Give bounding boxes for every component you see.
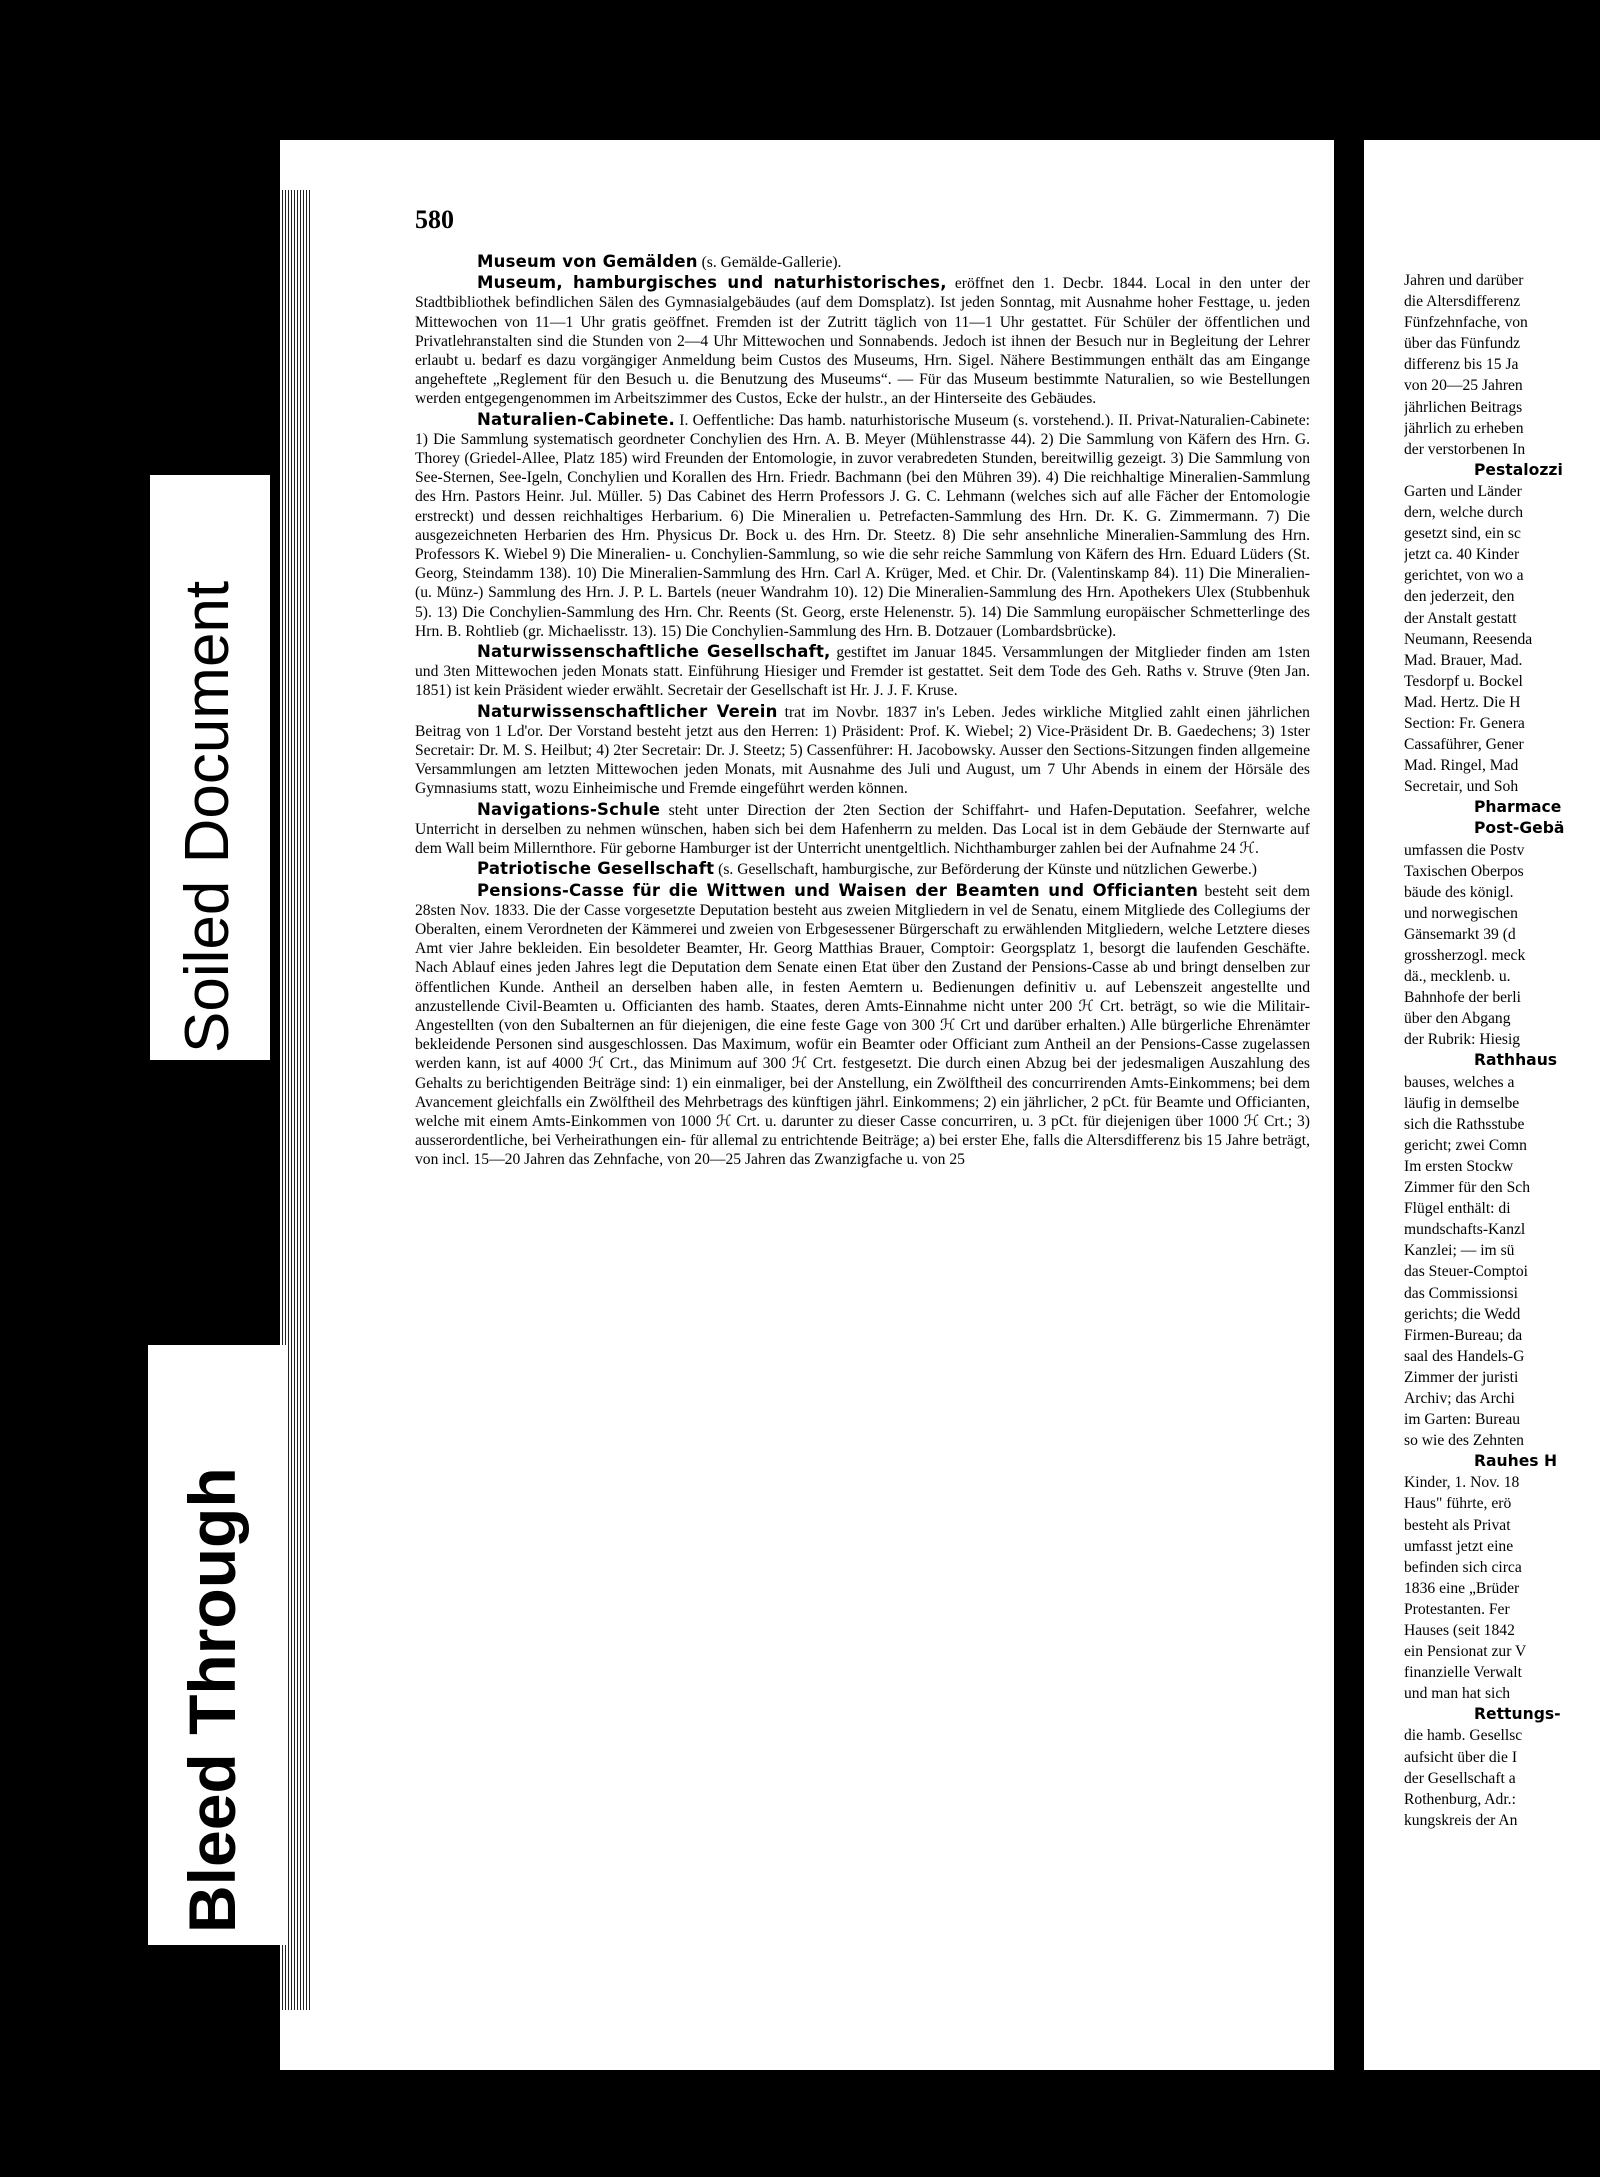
entry-body: besteht seit dem 28sten Nov. 1833. Die der Casse vorgesetzte Deputation besteht aus zweien Mitgliedern in vel de Senatu, einem Mitgliede des Collegiums der Oberalten, einem Verordneten der Kämmerei und zweien von Erbgesessener Bürgerschaft zu erwählenden Mitgliedern, welche Letztere dieses Amt vier Jahre bekleiden. Ein besoldeter Beamter, Hr. Georg Matthias Brauer, Comptoir: Georgsplatz 1, besorgt die laufenden Geschäfte. Nach Ablauf eines jeden Jahres legt die Deputation dem Senate einen Etat über den Zustand der Pensions-Casse ab und bringt denselben zur öffentlichen Kunde. Antheil an derselben haben alle, in festen Aemtern u. Bedienungen definitiv u. auf Lebenszeit angestellte und anzustellende Civil-Beamten u. Officianten des hamb. Staates, deren Amts-Einnahme nicht unter 200 ℋ Crt. beträgt, so wie die Militair-Angestellten (von den Subalternen an für diejenigen, die eine feste Gage von 300 ℋ Crt und darüber erhalten.) Alle bürgerliche Ehrenämter bekleidende Personen sind ausgeschlossen. Das Maximum, wofür ein Beamter oder Officiant zum Antheil an der Pensions-Casse zugelassen werden kann, ist auf 4000 ℋ Crt., das Minimum auf 300 ℋ Crt. festgesetzt. Die durch einen Abzug bei der jedesmaligen Auszahlung des Gehalts zu berichtigenden Beiträge sind: 1) ein einmaliger, bei der Anstellung, ein Zwölftheil des concurrirenden Amts-Einkommens; bei dem Avancement gleichfalls ein Zwölftheil des Mehrbetrags des künftigen jährl. Einkommens; 2) ein jährlicher, 2 pCt. für Beamte und Officianten, welche mit einem Amts-Einkommen von 1000 ℋ Crt. u. darunter zu dieser Casse concurriren, u. 3 pCt. für diejenigen über 1000 ℋ Crt.; 3) ausserordentliche, bei Verheirathungen ein- für allemal zu entrichtende Beiträge; a) bei erster Ehe, falls die Altersdifferenz bis 15 Jahre beträgt, von incl. 15—20 Jahren das Zehnfache, von 20—25 Jahren das Zwanzigfache u. von 25 (415, 882, 1310, 1169)
entry-heading: Navigations-Schule (477, 799, 661, 819)
right-page-text (1404, 270, 1600, 1831)
right-page-line: das Steuer-Comptoi (1404, 1263, 1528, 1281)
right-page-line: Firmen-Bureau; da (1404, 1326, 1523, 1344)
right-page-line: Tesdorpf u. Bockel (1404, 672, 1523, 690)
bleed-through-tab (148, 1345, 288, 1945)
right-page-line: kungskreis der An (1404, 1811, 1518, 1829)
entry-body: (s. Gesellschaft, hamburgische, zur Beförderung der Künste und nützlichen Gewerbe.) (714, 861, 1257, 879)
right-page-line: Kanzlei; — im sü (1404, 1242, 1515, 1260)
right-page-line: Neumann, Reesenda (1404, 630, 1533, 648)
right-page-line: über das Fünfundz (1404, 335, 1521, 353)
right-page-line: den jederzeit, den (1404, 588, 1515, 606)
right-page-line: befinden sich circa (1404, 1558, 1522, 1576)
right-page-line: Fünfzehnfache, von (1404, 314, 1528, 332)
right-page-line: über den Abgang (1404, 1010, 1511, 1028)
right-page-line: umfassen die Postv (1404, 841, 1525, 859)
right-page-line: und norwegischen (1404, 904, 1518, 922)
right-page-line: Jahren und darüber (1404, 272, 1524, 289)
right-page-line: saal des Handels-G (1404, 1347, 1525, 1365)
right-page-line: dern, welche durch (1404, 504, 1524, 522)
right-page-line: der Rubrik: Hiesig (1404, 1031, 1521, 1049)
right-page-line: gerichts; die Wedd (1404, 1305, 1521, 1323)
right-page-line: Section: Fr. Genera (1404, 714, 1525, 732)
entry-paragraph (415, 702, 1310, 799)
right-page-line: Rettungs- (1474, 1705, 1561, 1724)
right-page-line: Im ersten Stockw (1404, 1157, 1514, 1175)
bleed-through-label: Bleed Through (175, 1467, 249, 1933)
right-page-line: Mad. Brauer, Mad. (1404, 651, 1523, 669)
right-page-line: Rothenburg, Adr.: (1404, 1790, 1516, 1808)
right-page-line: Zimmer der juristi (1404, 1368, 1519, 1386)
right-page-line: Secretair, und Soh (1404, 778, 1519, 796)
page-number: 580 (415, 205, 454, 234)
entry-heading: Naturwissenschaftlicher Verein (477, 701, 778, 721)
right-page-line: Pestalozzi (1474, 460, 1563, 479)
right-page-line: ein Pensionat zur V (1404, 1643, 1527, 1661)
right-page-line: von 20—25 Jahren (1404, 377, 1523, 395)
right-page-line: gerichtet, von wo a (1404, 567, 1524, 585)
entry-body: eröffnet den 1. Decbr. 1844. Local in den unter der Stadtbibliothek befindlichen Sälen des Gymnasialgebäudes (auf dem Domsplatz). Ist jeden Sonntag, mit Ausnahme hoher Festtage, u. jeden Mittewochen von 11—1 Uhr gratis geöffnet. Fremden ist der Zutritt täglich von 11—1 Uhr gestattet. Für Schüler der öffentlichen und Privatlehranstalten sind die Stunden von 2—4 Uhr Mittewochen und Sonnabends. Jedoch ist ihnen der Besuch nur in Begleitung der Lehrer erlaubt u. bedarf es dazu vorgängiger Anmeldung beim Custos des Museums, Hrn. Sigel. Nähere Bestimmungen enthält das am Eingange angeheftete „Reglement für den Besuch u. die Benutzung des Museums“. — Für das Museum bestimmte Naturalien, so wie Bestellungen werden entgegengenommen im Arbeitszimmer des Custos, Ecke der hulstr., an der Hinterseite des Gebäudes. (415, 275, 1310, 408)
right-page-line: sich die Rathsstube (1404, 1115, 1525, 1133)
right-page-line: der Anstalt gestatt (1404, 609, 1517, 627)
right-page-line: Rauhes H (1474, 1452, 1558, 1471)
right-page-line: der verstorbenen In (1404, 440, 1526, 458)
right-page-line: differenz bis 15 Ja (1404, 356, 1519, 374)
book-gutter (1334, 140, 1364, 2110)
right-page-line: Mad. Ringel, Mad (1404, 757, 1519, 775)
entry-paragraph (415, 642, 1310, 701)
right-page-line: jährlich zu erheben (1404, 419, 1524, 437)
right-page-line: Post-Gebä (1474, 819, 1565, 838)
right-page-line: so wie des Zehnten (1404, 1432, 1524, 1450)
main-text-column (415, 252, 1310, 1171)
entry-body: steht unter Direction der 2ten Section der Schiffahrt- und Hafen-Deputation. Seefahrer, welche Unterricht in derselben zu nehmen wünschen, haben sich bei dem Hafenherrn zu melden. Das Local ist in dem Gebäude der Sternwarte auf dem Wall beim Millernthore. Für geborne Hamburger ist der Unterricht unentgeltlich. Nichthamburger zahlen bei der Aufnahme 24 ℋ. (415, 801, 1310, 858)
right-page-line: die Altersdifferenz (1404, 293, 1521, 311)
right-page-line: Archiv; das Archi (1404, 1389, 1515, 1407)
right-page-line: jährlichen Beitrags (1404, 398, 1523, 416)
entry-paragraph (415, 859, 1310, 879)
right-page-line: Gänsemarkt 39 (d (1404, 925, 1516, 943)
entry-body: (s. Gemälde-Gallerie). (697, 254, 842, 271)
right-page-line: Hauses (seit 1842 (1404, 1622, 1515, 1639)
right-page-line: Rathhaus (1474, 1051, 1558, 1070)
right-page-line: Flügel enthält: di (1404, 1200, 1511, 1218)
right-page-line: aufsicht über die I (1404, 1748, 1518, 1766)
right-page-line: grossherzogl. meck (1404, 947, 1526, 964)
entry-paragraph (415, 800, 1310, 859)
entry-heading: Museum von Gemälden (477, 252, 698, 271)
right-page-line: Bahnhofe der berli (1404, 989, 1521, 1007)
right-page-line: besteht als Privat (1404, 1516, 1511, 1534)
right-page-line: 1836 eine „Brüder (1404, 1579, 1520, 1597)
entry-paragraph (415, 410, 1310, 641)
soiled-document-label: Soiled Document (173, 580, 242, 1053)
right-page-line: Kinder, 1. Nov. 18 (1404, 1474, 1520, 1492)
right-page-line: Haus" führte, erö (1404, 1495, 1512, 1513)
right-page-line: jetzt ca. 40 Kinder (1404, 546, 1520, 564)
entry-body: trat im Novbr. 1837 in's Leben. Jedes wirkliche Mitglied zahlt einen jährlichen Beitrag von 1 Ld'or. Der Vorstand besteht jetzt aus den Herren: 1) Präsident: Prof. K. Wiebel; 2) Vice-Präsident Dr. B. Gaedechens; 3) 1ster Secretair: Dr. M. S. Heilbut; 4) 2ter Secretair: Dr. J. Steetz; 5) Cassenführer: H. Jacobowsky. Ausser den Sections-Sitzungen finden allgemeine Versammlungen am letzten Mittewochen jeden Monats, mit Ausnahme des Juli und August, um 7 Uhr Abends in einem der Hörsäle des Gymnasiums statt, wozu Einheimische und Fremde eingeführt werden können. (415, 703, 1310, 798)
right-page-line: dä., mecklenb. u. (1404, 968, 1511, 986)
right-page-line: und man hat sich (1404, 1685, 1511, 1703)
right-page-line: Cassaführer, Gener (1404, 736, 1524, 754)
entry-body: gestiftet im Januar 1845. Versammlungen der Mitglieder finden am 1sten und 3ten Mittewochen jeden Monats statt. Einführung Hiesiger und Fremder ist gestattet. Seit dem Tode des Geh. Raths v. Struve (9ten Jan. 1851) ist kein Präsident wieder erwählt. Secretair der Gesellschaft ist Hr. J. J. F. Kruse. (415, 644, 1310, 700)
right-page-line: Pharmace (1474, 798, 1562, 817)
right-page-line: das Commissionsi (1404, 1284, 1518, 1302)
right-page-line: bauses, welches a (1404, 1073, 1515, 1091)
entry-heading: Naturalien-Cabinete. (477, 409, 675, 429)
entry-heading: Pensions-Casse für die Wittwen und Waisen der Beamten und Officianten (477, 880, 1199, 900)
entry-paragraph (415, 273, 1310, 408)
right-page-line: die hamb. Gesellsc (1404, 1727, 1523, 1745)
right-page-line: der Gesellschaft a (1404, 1769, 1516, 1787)
right-page-line: gesetzt sind, ein sc (1404, 525, 1521, 543)
entry-heading: Naturwissenschaftliche Gesellschaft, (477, 642, 831, 662)
right-page-line: Zimmer für den Sch (1404, 1179, 1531, 1197)
entry-paragraph (415, 881, 1310, 1170)
right-page-line: bäude des königl. (1404, 883, 1514, 901)
right-page-line: läufig in demselbe (1404, 1094, 1520, 1112)
right-page-line: Taxischen Oberpos (1404, 862, 1524, 880)
right-page-line: umfasst jetzt eine (1404, 1537, 1514, 1555)
right-page-line: Mad. Hertz. Die H (1404, 693, 1521, 711)
entry-paragraph (415, 252, 1310, 272)
right-page-line: finanzielle Verwalt (1404, 1664, 1522, 1682)
right-page-line: im Garten: Bureau (1404, 1411, 1521, 1429)
entry-heading: Museum, hamburgisches und naturhistorisches, (477, 273, 947, 293)
soiled-document-tab (150, 475, 270, 1060)
right-page-line: gericht; zwei Comn (1404, 1136, 1527, 1154)
right-page-line: Protestanten. Fer (1404, 1600, 1510, 1618)
entry-body: I. Oeffentliche: Das hamb. naturhistorische Museum (s. vorstehend.). II. Privat-Naturalien-Cabinete: 1) Die Sammlung systematisch geordneter Conchylien des Hrn. A. B. Meyer (Mühlenstrasse 44). 2) Die Sammlung von Käfern des Hrn. G. Thorey (Griedel-Allee, Platz 185) wird Freunden der Entomologie, in zuvor verabredeten Stunden, bereitwillig gezeigt. 3) Die Sammlung von See-Sternen, See-Igeln, Conchylien und Korallen des Hrn. Friedr. Bachmann (bei den Mühren 39). 4) Die reichhaltige Mineralien-Sammlung des Hrn. Pastors Heinr. Jul. Müller. 5) Das Cabinet des Herrn Professors J. G. C. Lehmann (welches sich auf alle Fächer der Entomologie erstreckt) und dessen reichhaltiges Herbarium. 6) Die Mineralien u. Petrefacten-Sammlung des Hrn. Dr. K. G. Zimmermann. 7) Die ausgezeichneten Herbarien des Hrn. Physicus Dr. Bock u. des Hrn. Dr. Steetz. 8) Die sehr ansehnliche Mineralien-Sammlung des Hrn. Professors K. Wiebel 9) Die Mineralien- u. Conchylien-Sammlung, so wie die sehr reiche Sammlung von Käfern des Hrn. Eduard Lüders (St. Georg, Steindamm 138). 10) Die Mineralien-Sammlung des Hrn. Carl A. Krüger, Med. et Chir. Dr. (Valentinskamp 84). 11) Die Mineralien- (u. Münz-) Sammlung des Hrn. J. P. L. Bartels (neuer Wandrahm 10). 12) Die Mineralien-Sammlung des Hrn. Apothekers Ulex (Stubbenhuk 5). 13) Die Conchylien-Sammlung des Hrn. Chr. Reents (St. Georg, erste Helenenstr. 5). 14) Die Sammlung europäischer Schmetterlinge des Hrn. B. Rohtlieb (gr. Michaelisstr. 13). 15) Die Conchylien-Sammlung des Hrn. B. Dotzauer (Lombardsbrücke). (415, 411, 1310, 640)
right-page-line: mundschafts-Kanzl (1404, 1221, 1526, 1239)
right-page-line: Garten und Länder (1404, 482, 1522, 500)
entry-heading: Patriotische Gesellschaft (477, 859, 715, 879)
